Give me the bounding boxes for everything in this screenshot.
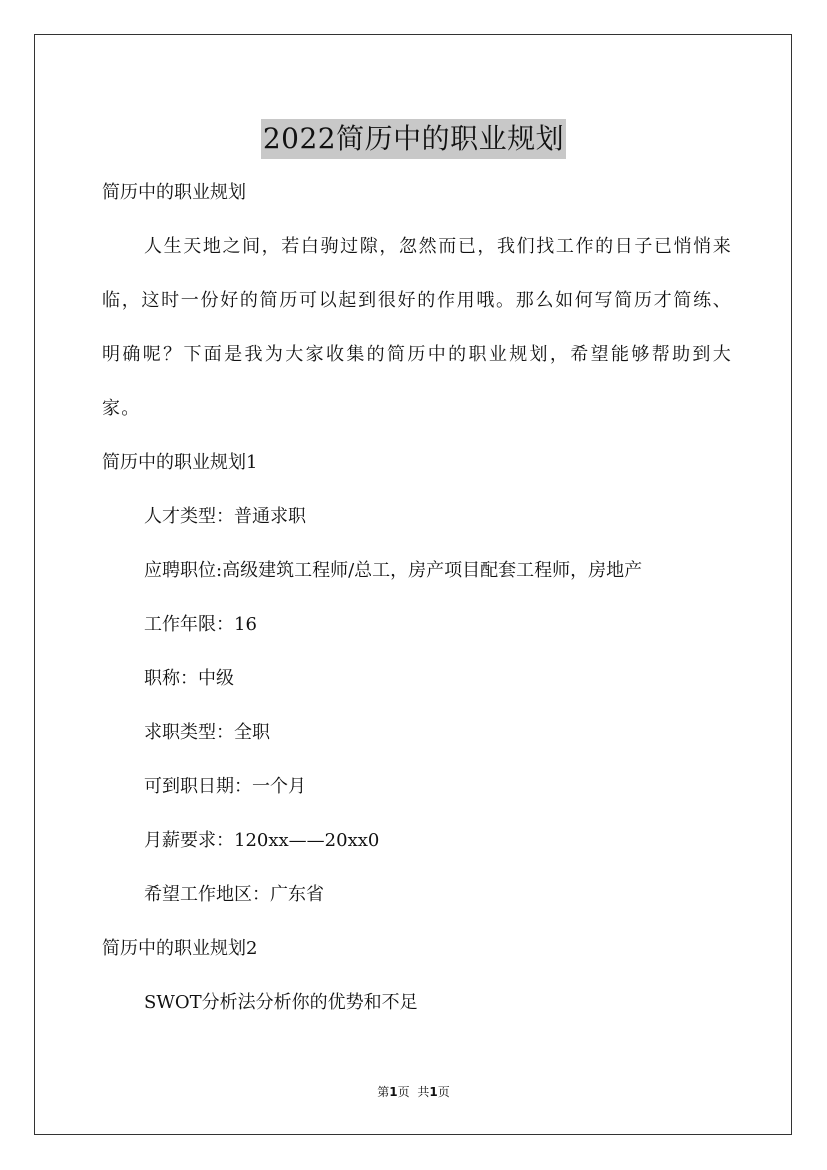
footer-page-number: 1 — [389, 1085, 398, 1099]
section2-heading: 简历中的职业规划2 — [102, 938, 258, 959]
footer-page-prefix: 第 — [377, 1085, 390, 1099]
list-item: 月薪要求：120xx——20xx0 — [144, 830, 380, 851]
list-item: SWOT分析法分析你的优势和不足 — [144, 992, 418, 1013]
page-footer — [0, 1083, 827, 1100]
list-item: 工作年限：16 — [144, 614, 257, 635]
footer-page-label: 页 — [397, 1085, 410, 1099]
subtitle: 简历中的职业规划 — [102, 182, 246, 203]
document-title: 2022简历中的职业规划 — [261, 119, 566, 159]
footer-total-label: 页 — [437, 1085, 450, 1099]
list-item: 希望工作地区：广东省 — [144, 884, 324, 905]
title-container — [0, 100, 827, 178]
footer-total-number: 1 — [429, 1085, 438, 1099]
intro-paragraph: 人生天地之间，若白驹过隙，忽然而已，我们找工作的日子已悄悄来临，这时一份好的简历可以起到很好的作用哦。那么如何写简历才简练、明确呢？下面是我为大家收集的简历中的职业规划，希望能够帮助到大家。 — [102, 236, 732, 419]
section1-heading: 简历中的职业规划1 — [102, 452, 258, 473]
list-item: 职称：中级 — [144, 668, 234, 689]
footer-total-prefix: 共 — [417, 1085, 430, 1099]
list-item: 求职类型：全职 — [144, 722, 270, 743]
list-item: 可到职日期：一个月 — [144, 776, 306, 797]
list-item: 应聘职位:高级建筑工程师/总工，房产项目配套工程师，房地产 — [144, 560, 643, 581]
list-item: 人才类型：普通求职 — [144, 506, 306, 527]
